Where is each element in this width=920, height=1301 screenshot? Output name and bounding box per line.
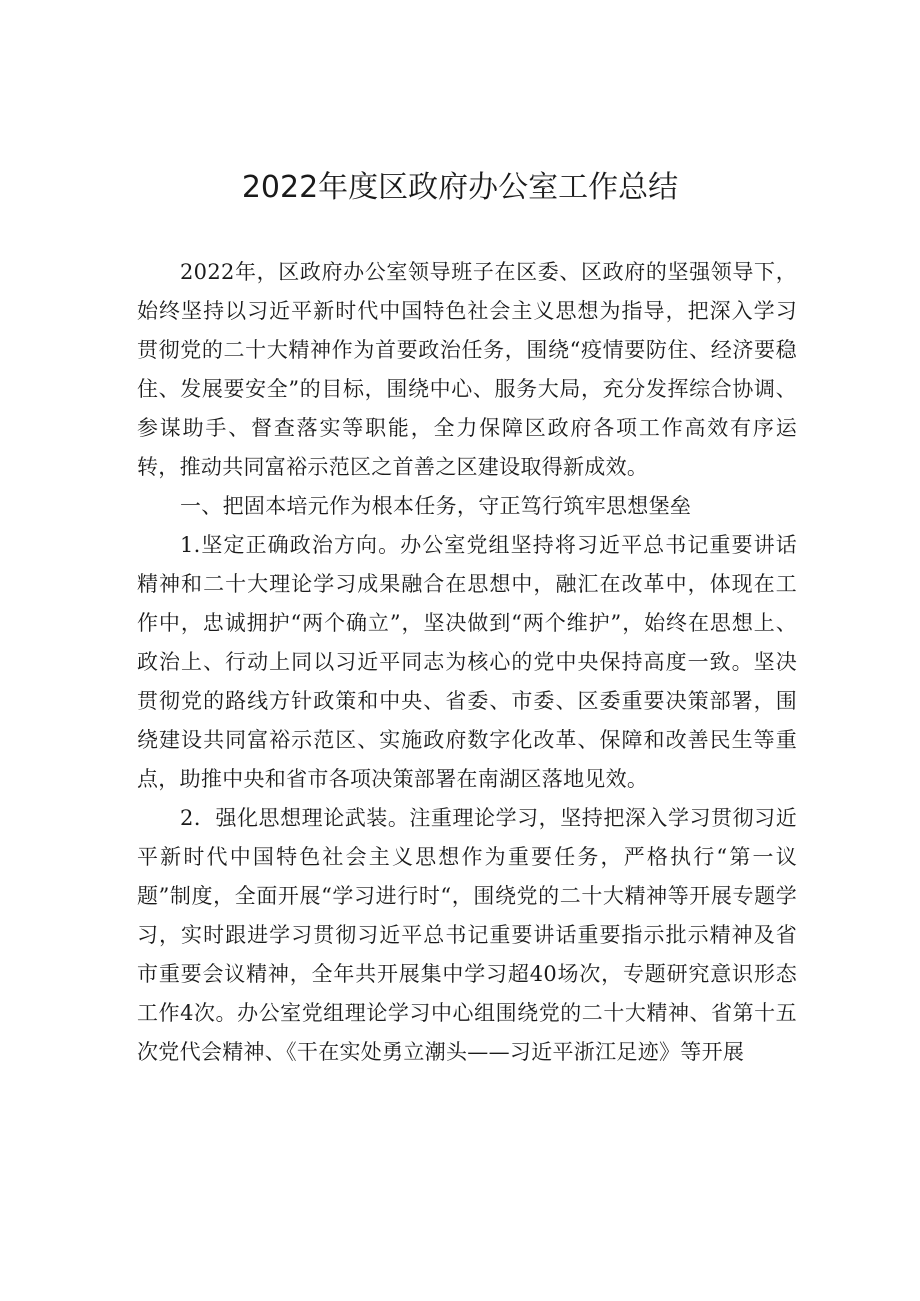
paragraph-item-2: 2．强化思想理论武装。注重理论学习，坚持把深入学习贯彻习近平新时代中国特色社会主义思想作为重要任务，严格执行“第一议题”制度，全面开展“学习进行时“，围绕党的二十大精神等开展专题学习，实时跟进学习贯彻习近平总书记重要讲话重要指示批示精神及省市重要会议精神，全年共开展集中学习超40场次，专题研究意识形态工作4次。办公室党组理论学习中心组围绕党的二十大精神、省第十五次党代会精神、《干在实处勇立潮头——习近平浙江足迹》等开展 — [137, 806, 797, 1064]
section-heading-1: 一、把固本培元作为根本任务，守正笃行筑牢思想堡垒 — [180, 494, 692, 518]
document-title: 2022年度区政府办公室工作总结 — [241, 170, 679, 205]
paragraph-intro: 2022年，区政府办公室领导班子在区委、区政府的坚强领导下，始终坚持以习近平新时代中国特色社会主义思想为指导，把深入学习贯彻党的二十大精神作为首要政治任务，围绕“疫情要防住、经济要稳住、发展要安全”的目标，围绕中心、服务大局，充分发挥综合协调、参谋助手、督查落实等职能，全力保障区政府各项工作高效有序运转，推动共同富裕示范区之首善之区建设取得新成效。 — [137, 260, 797, 479]
document-body — [137, 253, 797, 1072]
paragraph-item-1: 1.坚定正确政治方向。办公室党组坚持将习近平总书记重要讲话精神和二十大理论学习成果融合在思想中，融汇在改革中，体现在工作中，忠诚拥护“两个确立”，坚决做到“两个维护”，始终在思想上、政治上、行动上同以习近平同志为核心的党中央保持高度一致。坚决贯彻党的路线方针政策和中央、省委、市委、区委重要决策部署，围绕建设共同富裕示范区、实施政府数字化改革、保障和改善民生等重点，助推中央和省市各项决策部署在南湖区落地见效。 — [137, 533, 797, 791]
